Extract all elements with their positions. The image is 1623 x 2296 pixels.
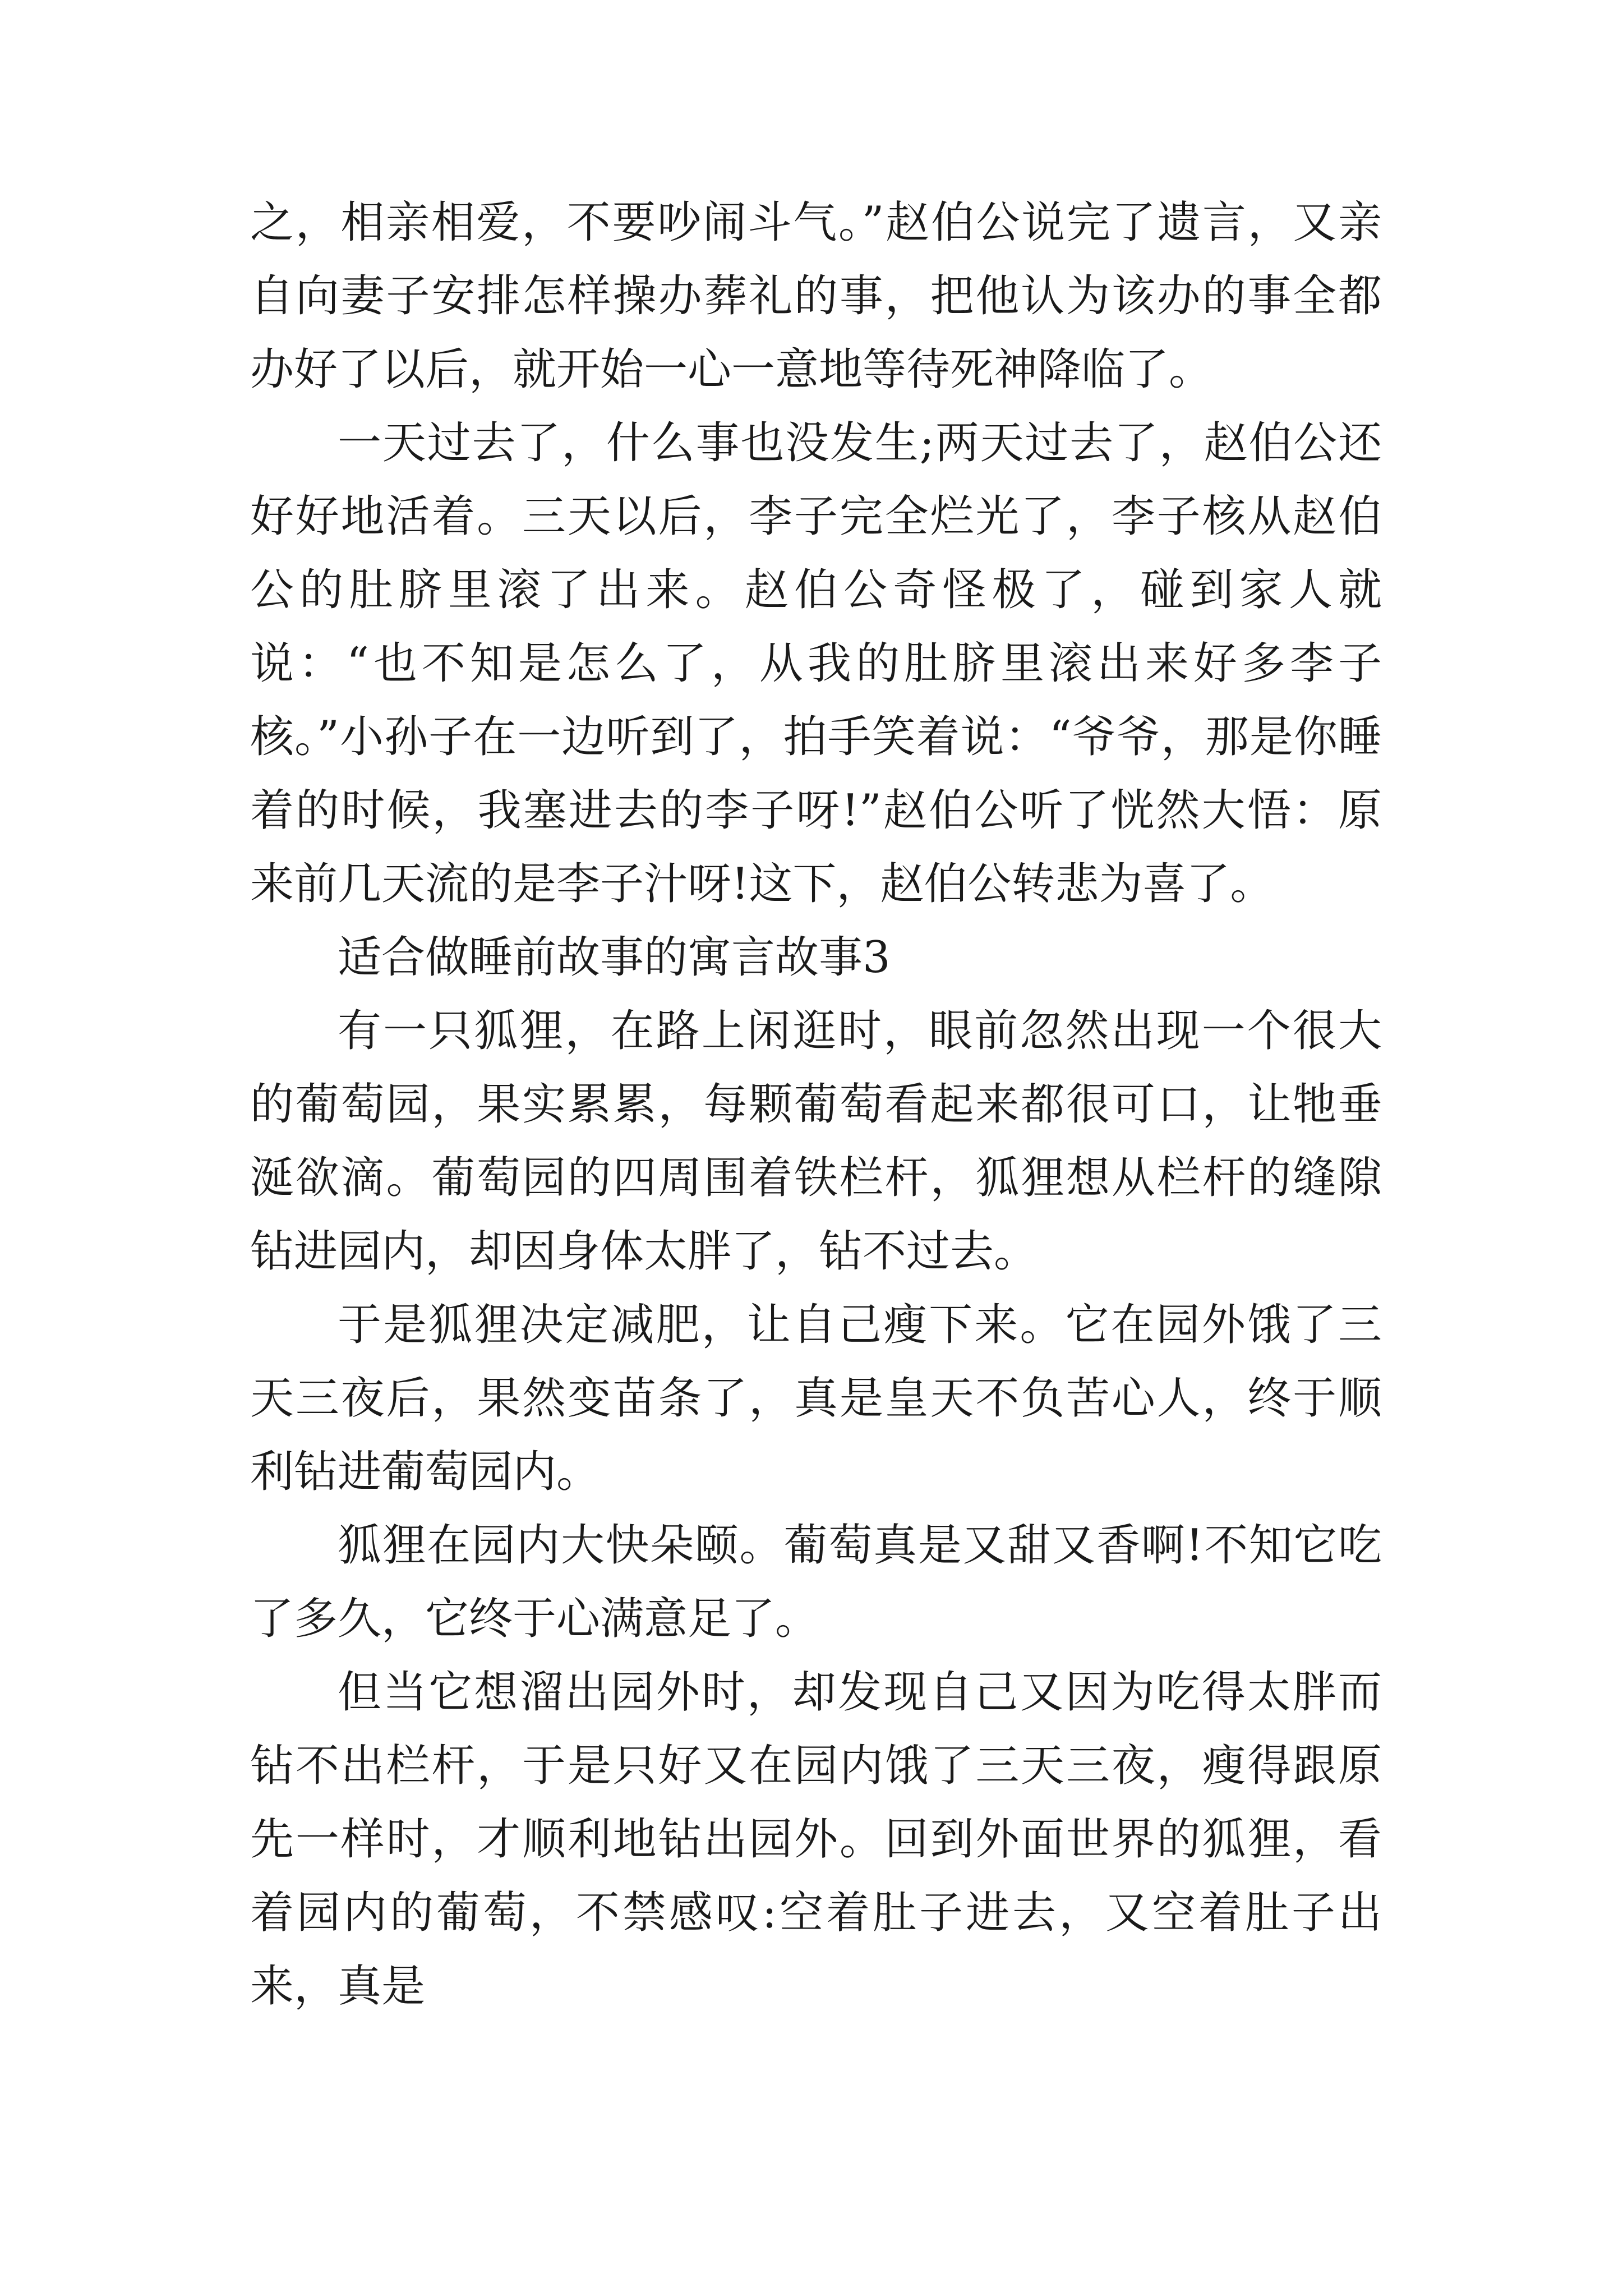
section-heading: 适合做睡前故事的寓言故事3 [338, 932, 891, 983]
paragraph-continuation: 之，相亲相爱，不要吵闹斗气。”赵伯公说完了遗言，又亲自向妻子安排怎样操办葬礼的事，把他认为该办的事全都办好了以后，就开始一心一意地等待死神降临了。 [250, 197, 1382, 395]
paragraph: 狐狸在园内大快朵颐。葡萄真是又甜又香啊!不知它吃了多久，它终于心满意足了。 [250, 1520, 1382, 1644]
paragraph: 但当它想溜出园外时，却发现自己又因为吃得太胖而钻不出栏杆，于是只好又在园内饿了三天三夜，瘦得跟原先一样时，才顺利地钻出园外。回到外面世界的狐狸，看着园内的葡萄，不禁感叹:空着肚子进去，又空着肚子出来，真是 [250, 1667, 1382, 2012]
document-body [250, 186, 1382, 2023]
paragraph: 有一只狐狸，在路上闲逛时，眼前忽然出现一个很大的葡萄园，果实累累，每颗葡萄看起来都很可口，让牠垂涎欲滴。葡萄园的四周围着铁栏杆，狐狸想从栏杆的缝隙钻进园内，却因身体太胖了，钻不过去。 [250, 1006, 1382, 1277]
paragraph: 于是狐狸决定减肥，让自己瘦下来。它在园外饿了三天三夜后，果然变苗条了，真是皇天不负苦心人，终于顺利钻进葡萄园内。 [250, 1300, 1382, 1497]
paragraph: 一天过去了，什么事也没发生;两天过去了，赵伯公还好好地活着。三天以后，李子完全烂光了，李子核从赵伯公的肚脐里滚了出来。赵伯公奇怪极了，碰到家人就说：“也不知是怎么了，从我的肚脐里滚出来好多李子核。”小孙子在一边听到了，拍手笑着说：“爷爷，那是你睡着的时候，我塞进去的李子呀!”赵伯公听了恍然大悟：原来前几天流的是李子汁呀!这下，赵伯公转悲为喜了。 [250, 418, 1382, 909]
